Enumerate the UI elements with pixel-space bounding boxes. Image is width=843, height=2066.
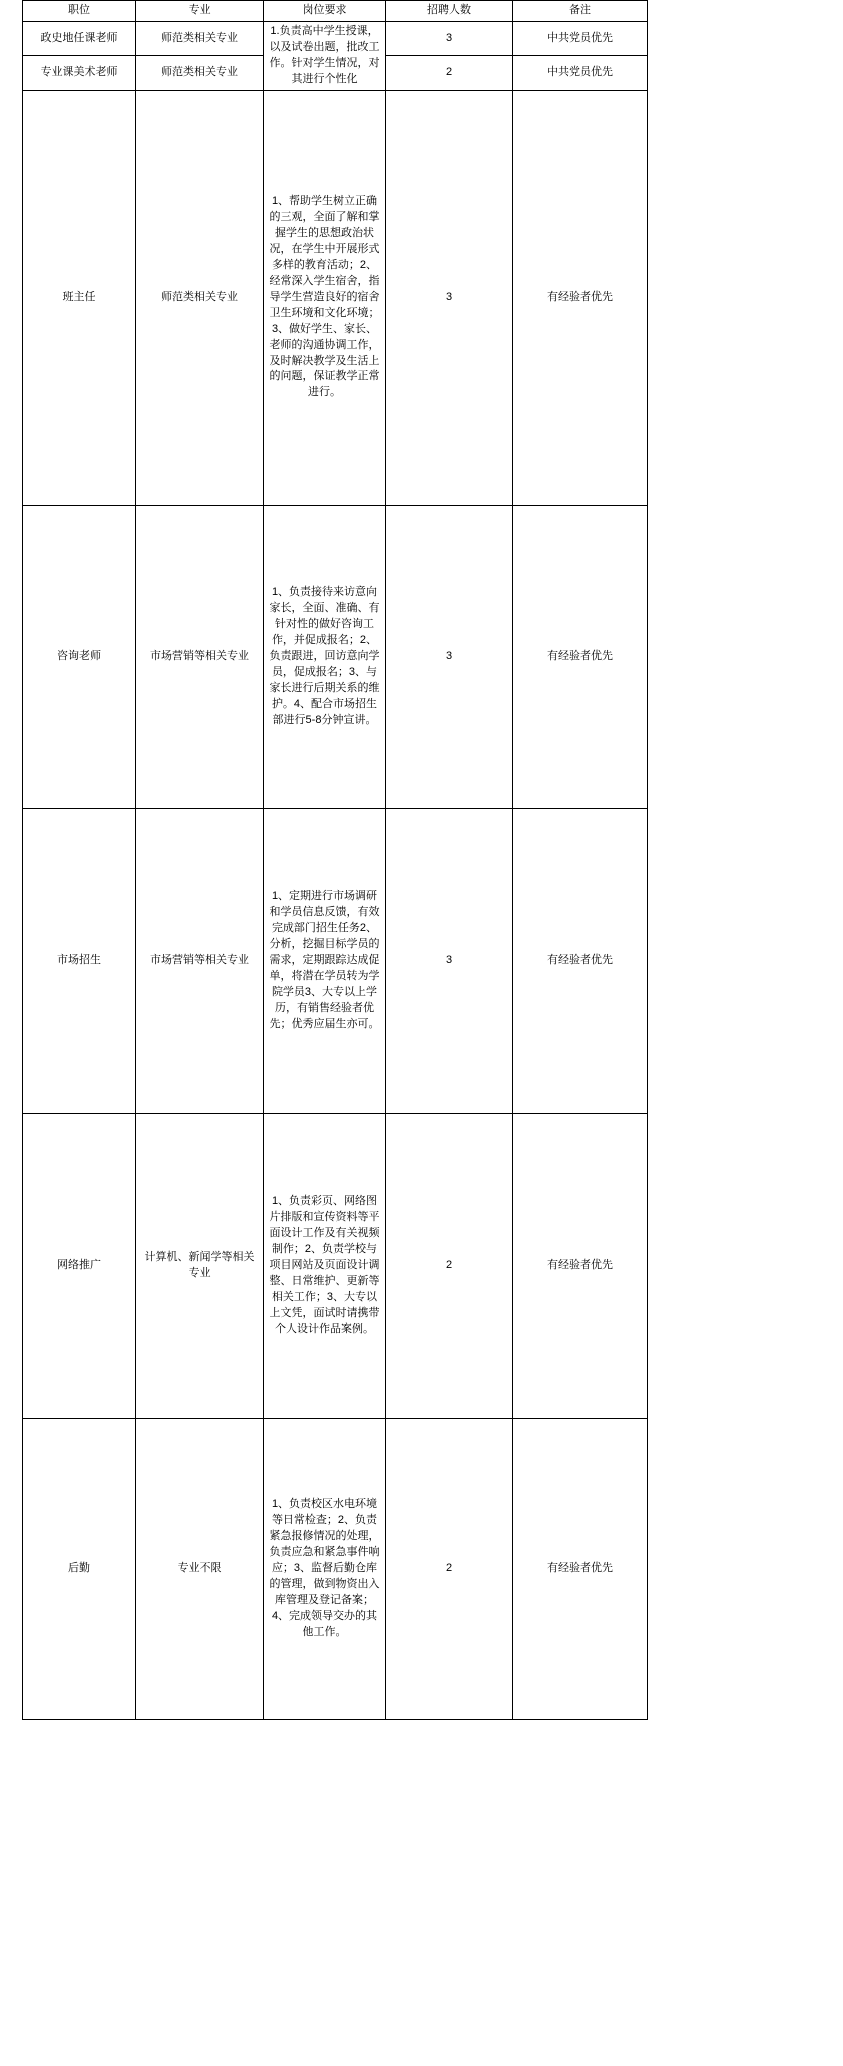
table-row [23, 808, 648, 1113]
cell-requirement: 1.负责高中学生授课，以及试卷出题，批改工作。针对学生情况，对其进行个性化 [264, 22, 386, 91]
cell-count: 3 [386, 505, 513, 808]
cell-position: 后勤 [23, 1418, 136, 1719]
cell-position: 网络推广 [23, 1113, 136, 1418]
cell-count: 3 [386, 808, 513, 1113]
table-row [23, 505, 648, 808]
cell-note: 有经验者优先 [513, 808, 648, 1113]
column-header-count: 招聘人数 [386, 1, 513, 22]
cell-count: 3 [386, 22, 513, 56]
cell-note: 有经验者优先 [513, 1418, 648, 1719]
column-header-requirement: 岗位要求 [264, 1, 386, 22]
table-header [23, 1, 648, 22]
table-body [23, 22, 648, 1720]
column-header-major: 专业 [136, 1, 264, 22]
cell-position: 专业课美术老师 [23, 56, 136, 90]
cell-major: 专业不限 [136, 1418, 264, 1719]
cell-position: 班主任 [23, 90, 136, 505]
cell-requirement: 1、定期进行市场调研和学员信息反馈，有效完成部门招生任务2、分析，挖掘目标学员的需求，定期跟踪达成促单，将潜在学员转为学院学员3、大专以上学历，有销售经验者优先；优秀应届生亦可。 [264, 808, 386, 1113]
table-row [23, 22, 648, 56]
cell-count: 2 [386, 56, 513, 90]
cell-note: 中共党员优先 [513, 56, 648, 90]
recruitment-table [22, 0, 648, 1720]
cell-position: 政史地任课老师 [23, 22, 136, 56]
cell-count: 2 [386, 1113, 513, 1418]
cell-position: 咨询老师 [23, 505, 136, 808]
cell-requirement: 1、负责校区水电环境等日常检查；2、负责紧急报修情况的处理，负责应急和紧急事件响应；3、监督后勤仓库的管理，做到物资出入库管理及登记备案；4、完成领导交办的其他工作。 [264, 1418, 386, 1719]
cell-major: 师范类相关专业 [136, 90, 264, 505]
cell-position: 市场招生 [23, 808, 136, 1113]
cell-note: 有经验者优先 [513, 90, 648, 505]
table-row [23, 1418, 648, 1719]
cell-major: 师范类相关专业 [136, 22, 264, 56]
cell-major: 计算机、新闻学等相关专业 [136, 1113, 264, 1418]
cell-requirement: 1、负责接待来访意向家长，全面、准确、有针对性的做好咨询工作，并促成报名；2、负责跟进，回访意向学员，促成报名；3、与家长进行后期关系的维护。4、配合市场招生部进行5-8分钟宣讲。 [264, 505, 386, 808]
table-row [23, 1113, 648, 1418]
cell-major: 师范类相关专业 [136, 56, 264, 90]
cell-note: 有经验者优先 [513, 505, 648, 808]
cell-requirement: 1、负责彩页、网络图片排版和宣传资料等平面设计工作及有关视频制作；2、负责学校与项目网站及页面设计调整、日常维护、更新等相关工作；3、大专以上文凭，面试时请携带个人设计作品案例。 [264, 1113, 386, 1418]
cell-count: 2 [386, 1418, 513, 1719]
cell-count: 3 [386, 90, 513, 505]
cell-major: 市场营销等相关专业 [136, 505, 264, 808]
table-header-row [23, 1, 648, 22]
cell-major: 市场营销等相关专业 [136, 808, 264, 1113]
cell-requirement: 1、帮助学生树立正确的三观，全面了解和掌握学生的思想政治状况，在学生中开展形式多样的教育活动；2、经常深入学生宿舍，指导学生营造良好的宿舍卫生环境和文化环境；3、做好学生、家长、老师的沟通协调工作，及时解决教学及生活上的问题，保证教学正常进行。 [264, 90, 386, 505]
cell-note: 中共党员优先 [513, 22, 648, 56]
column-header-note: 备注 [513, 1, 648, 22]
cell-note: 有经验者优先 [513, 1113, 648, 1418]
column-header-position: 职位 [23, 1, 136, 22]
table-row [23, 90, 648, 505]
